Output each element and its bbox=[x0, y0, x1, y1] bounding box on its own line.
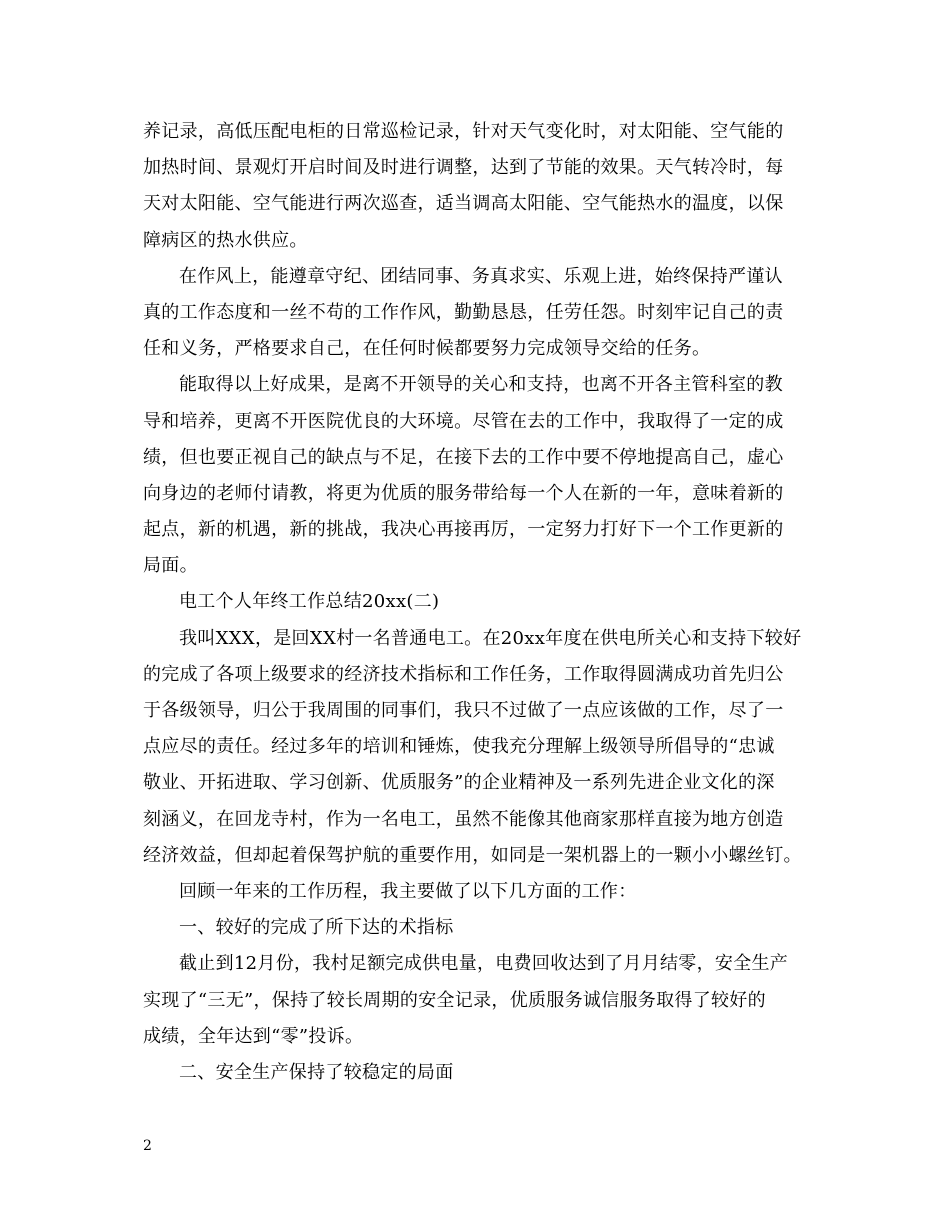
text-line: 实现了“三无”，保持了较长周期的安全记录，优质服务诚信服务取得了较好的 bbox=[143, 989, 766, 1011]
text-line: 于各级领导，归公于我周围的同事们，我只不过做了一点应该做的工作，尽了一 bbox=[143, 700, 784, 721]
text-line: 导和培养，更离不开医院优良的大环境。尽管在去的工作中，我取得了一定的成 bbox=[143, 410, 784, 432]
text-line: 敬业、开拓进取、学习创新、优质服务”的企业精神及一系列先进企业文化的深 bbox=[143, 772, 775, 794]
text-line: 养记录，高低压配电柜的日常巡检记录，针对天气变化时，对太阳能、空气能的 bbox=[143, 121, 784, 142]
text-line: 天对太阳能、空气能进行两次巡查，适当调高太阳能、空气能热水的温度，以保 bbox=[143, 193, 784, 215]
text-line: 能取得以上好成果，是离不开领导的关心和支持，也离不开各主管科室的教 bbox=[179, 374, 783, 396]
text-line: 加热时间、景观灯开启时间及时进行调整，达到了节能的效果。天气转冷时，每 bbox=[143, 157, 784, 179]
text-line: 障病区的热水供应。 bbox=[143, 229, 308, 251]
text-line: 刻涵义，在回龙寺村，作为一名电工，虽然不能像其他商家那样直接为地方创造 bbox=[143, 808, 784, 830]
text-line: 我叫XXX，是回XX村一名普通电工。在20xx年度在供电所关心和支持下较好 bbox=[179, 627, 802, 649]
text-line: 成绩，全年达到“零”投诉。 bbox=[143, 1025, 364, 1047]
text-line: 在作风上，能遵章守纪、团结同事、务真求实、乐观上进，始终保持严谨认 bbox=[179, 265, 783, 287]
text-line: 任和义务，严格要求自己，在任何时候都要努力完成领导交给的任务。 bbox=[143, 338, 711, 360]
text-line: 一、较好的完成了所下达的术指标 bbox=[179, 917, 454, 939]
text-line: 截止到12月份，我村足额完成供电量，电费回收达到了月月结零，安全生产 bbox=[179, 953, 789, 975]
text-line: 向身边的老师付请教，将更为优质的服务带给每一个人在新的一年，意味着新的 bbox=[143, 482, 784, 504]
text-line: 点应尽的责任。经过多年的培训和锤炼，使我充分理解上级领导所倡导的“忠诚 bbox=[143, 736, 775, 758]
text-line: 经济效益，但却起着保驾护航的重要作用，如同是一架机器上的一颗小小螺丝钉。 bbox=[143, 844, 802, 866]
text-line: 电工个人年终工作总结20xx(二) bbox=[179, 591, 440, 613]
text-line: 局面。 bbox=[143, 555, 198, 577]
text-line: 的完成了各项上级要求的经济技术指标和工作任务，工作取得圆满成功首先归公 bbox=[143, 663, 784, 685]
page-number: 2 bbox=[143, 1138, 152, 1154]
text-line: 起点，新的机遇，新的挑战，我决心再接再厉，一定努力打好下一个工作更新的 bbox=[143, 519, 784, 541]
text-line: 绩，但也要正视自己的缺点与不足，在接下去的工作中要不停地提高自己，虚心 bbox=[143, 446, 784, 468]
text-line: 二、安全生产保持了较稳定的局面 bbox=[179, 1061, 454, 1083]
text-line: 真的工作态度和一丝不苟的工作作风，勤勤恳恳，任劳任怨。时刻牢记自己的责 bbox=[143, 301, 784, 323]
document-body bbox=[143, 114, 808, 1091]
text-line: 回顾一年来的工作历程，我主要做了以下几方面的工作： bbox=[179, 880, 637, 902]
